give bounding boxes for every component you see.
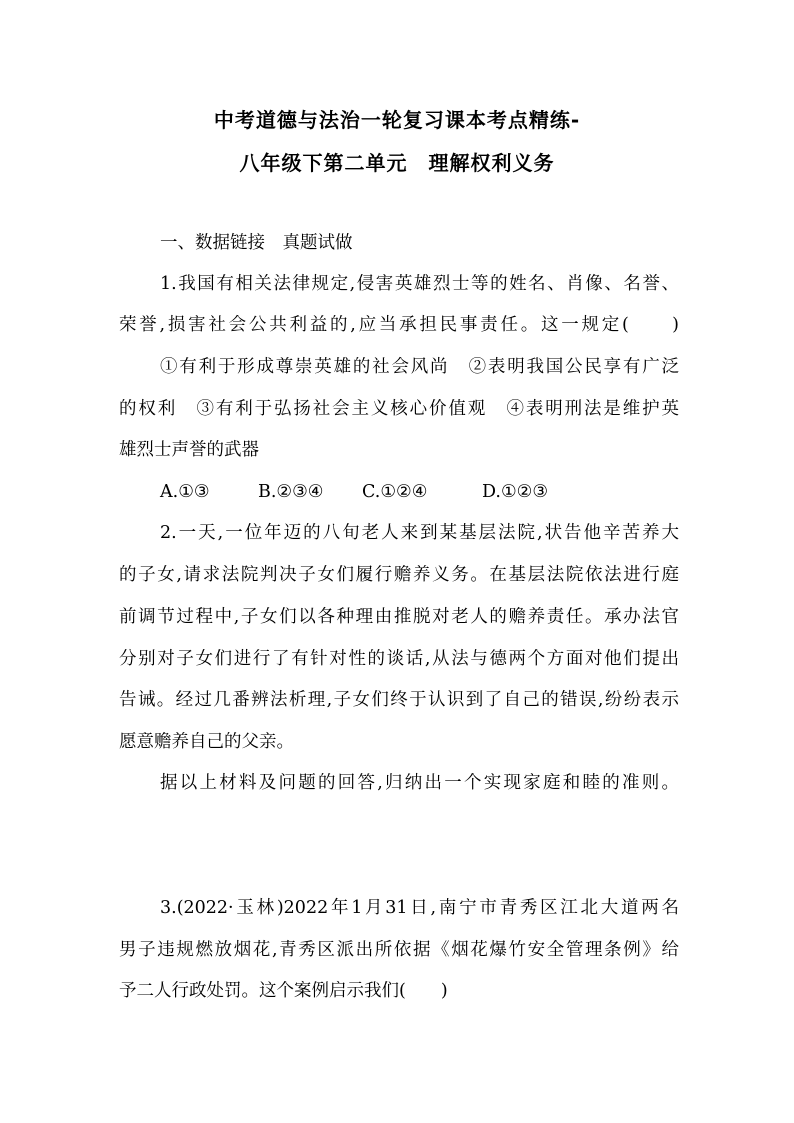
q2-text-line: 的子女,请求法院判决子女们履行赡养义务。在基层法院依法进行庭 [119, 565, 679, 585]
q1-text-line: 荣誉,损害社会公共利益的,应当承担民事责任。这一规定( ) [119, 315, 679, 335]
q2-text-line: 前调节过程中,子女们以各种理由推脱对老人的赡养责任。承办法官 [119, 607, 679, 627]
q2-text-line: 2.一天,一位年迈的八旬老人来到某基层法院,状告他辛苦养大 [160, 523, 679, 543]
q2-text-line: 分别对子女们进行了有针对性的谈话,从法与德两个方面对他们提出 [119, 649, 679, 669]
q1-text-line: 1.我国有相关法律规定,侵害英雄烈士等的姓名、肖像、名誉、 [160, 274, 679, 294]
q3-text-line: 男子违规燃放烟花,青秀区派出所依据《烟花爆竹安全管理条例》给 [119, 940, 679, 960]
q1-option-line: 雄烈士声誉的武器 [119, 440, 259, 460]
q2-text-line: 愿意赡养自己的父亲。 [119, 732, 294, 752]
q1-choice-a: A.①③ [160, 482, 210, 502]
document-title-line2: 八年级下第二单元 理解权利义务 [239, 151, 555, 175]
q1-choice-c: C.①②④ [362, 482, 428, 502]
q1-choice-b: B.②③④ [258, 482, 324, 502]
q2-text-line: 告诫。经过几番辨法析理,子女们终于认识到了自己的错误,纷纷表示 [119, 690, 679, 710]
q2-prompt: 据以上材料及问题的回答,归纳出一个实现家庭和睦的准则。 [160, 773, 679, 793]
q1-option-line: ①有利于形成尊崇英雄的社会风尚 ②表明我国公民享有广泛 [160, 357, 679, 377]
q1-option-line: 的权利 ③有利于弘扬社会主义核心价值观 ④表明刑法是维护英 [119, 399, 679, 419]
q3-text-line: 予二人行政处罚。这个案例启示我们( ) [119, 981, 448, 1001]
section-heading: 一、数据链接 真题试做 [160, 233, 353, 253]
q3-text-line: 3.(2022·玉林)2022年1月31日,南宁市青秀区江北大道两名 [160, 898, 679, 918]
document-title-line1: 中考道德与法治一轮复习课本考点精练- [213, 108, 581, 132]
q1-choice-d: D.①②③ [482, 482, 549, 502]
